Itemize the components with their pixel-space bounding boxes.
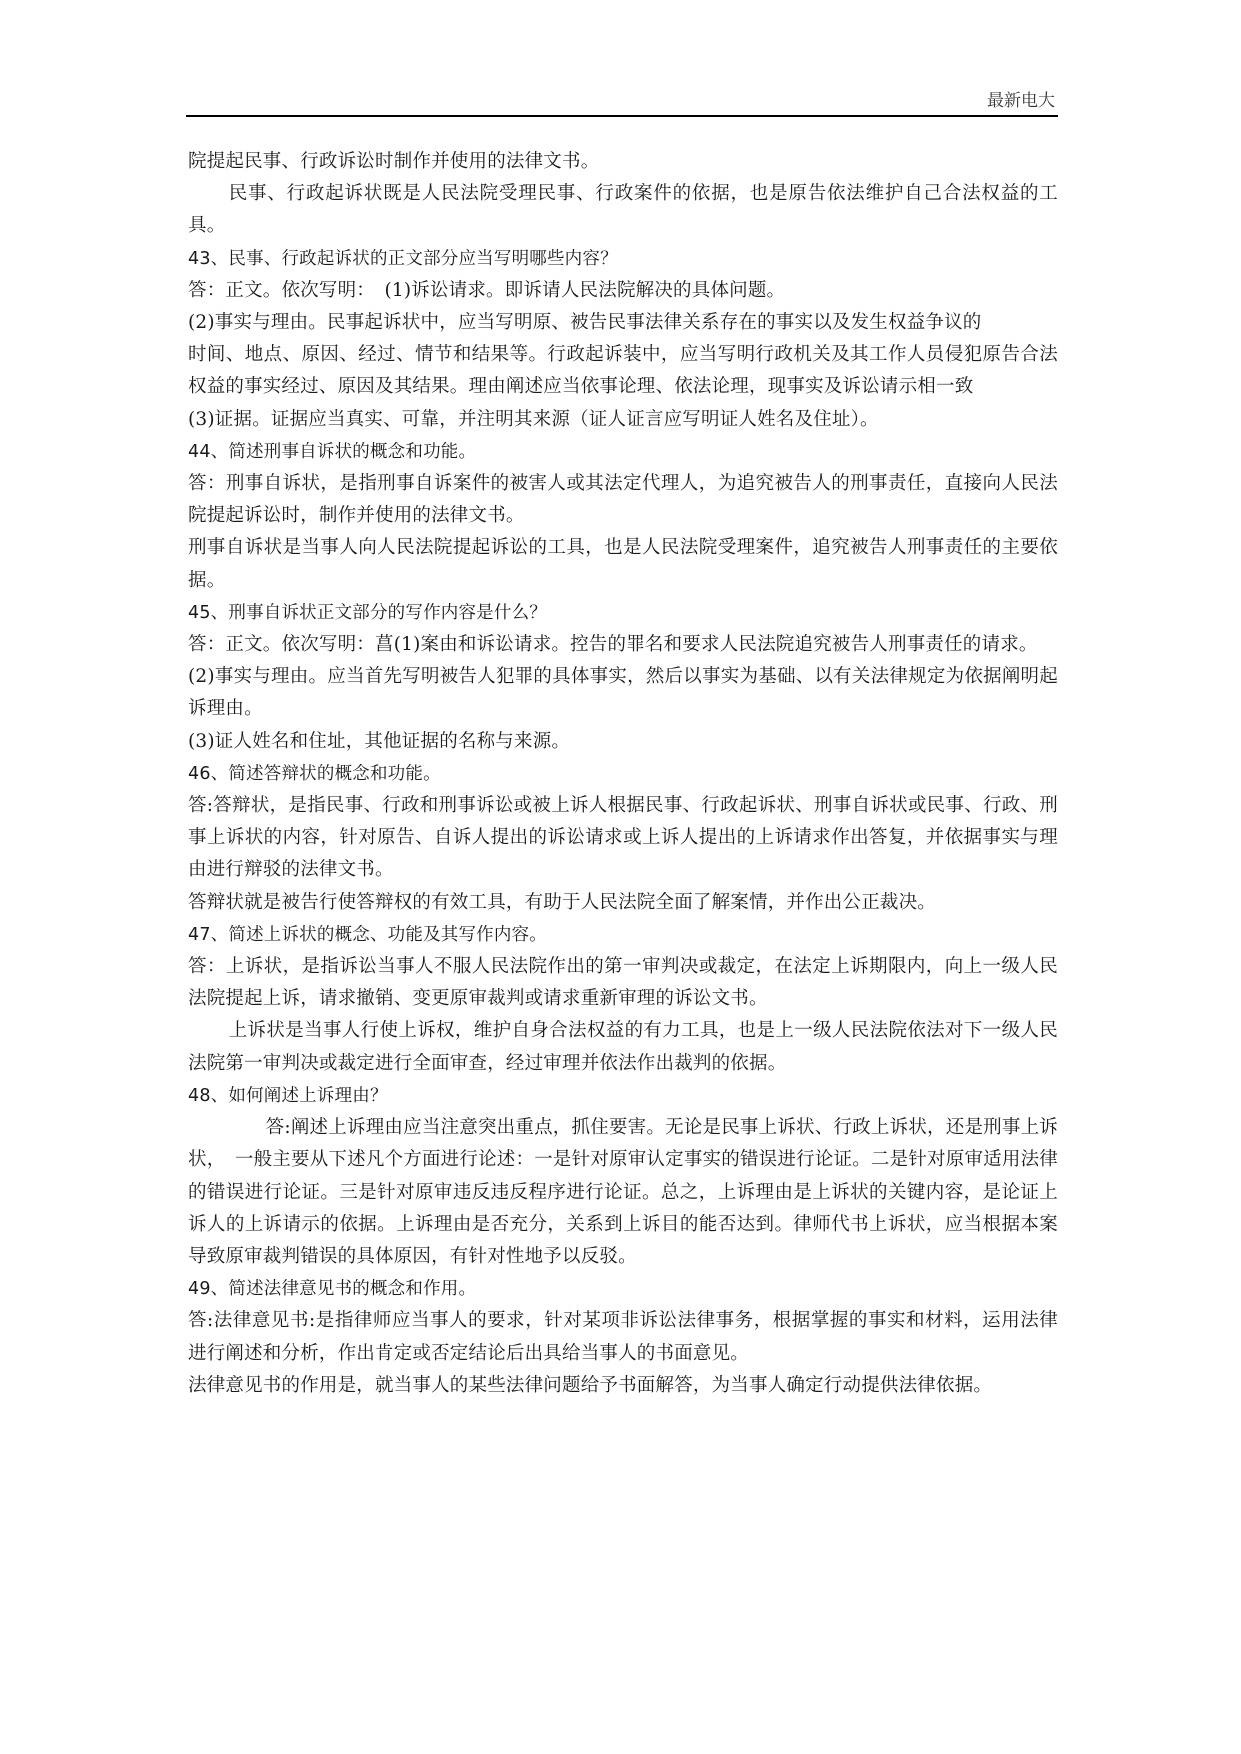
- paragraph: (2)事实与理由。民事起诉状中，应当写明原、被告民事法律关系存在的事实以及发生权益争议的: [188, 312, 982, 334]
- answer-paragraph: 答：刑事自诉状，是指刑事自诉案件的被害人或其法定代理人，为追究被告人的刑事责任，直接向人民法院提起诉讼时，制作并使用的法律文书。: [188, 473, 1058, 527]
- question-heading: 46、简述答辩状的概念和功能。: [188, 763, 441, 784]
- paragraph: 院提起民事、行政诉讼时制作并使用的法律文书。: [188, 151, 600, 172]
- paragraph: 时间、地点、原因、经过、情节和结果等。行政起诉装中，应当写明行政机关及其工作人员侵犯原告合法权益的事实经过、原因及其结果。理由阐述应当依事论理、依法论理，现事实及诉讼请示相一致: [188, 344, 1058, 398]
- question-heading: 49、简述法律意见书的概念和作用。: [188, 1279, 477, 1300]
- paragraph: (3)证据。证据应当真实、可靠，并注明其来源（证人证言应写明证人姓名及住址）。: [188, 408, 879, 430]
- paragraph: 答辩状就是被告行使答辩权的有效工具，有助于人民法院全面了解案情，并作出公正裁决。: [188, 891, 937, 913]
- paragraph: 刑事自诉状是当事人向人民法院提起诉讼的工具，也是人民法院受理案件，追究被告人刑事责任的主要依据。: [188, 537, 1058, 591]
- answer-paragraph: 答：正文。依次写明： (1)诉讼请求。即诉请人民法院解决的具体问题。: [188, 279, 786, 301]
- paragraph: 民事、行政起诉状既是人民法院受理民事、行政案件的依据，也是原告依法维护自己合法权益的工具。: [188, 183, 1058, 237]
- paragraph: (3)证人姓名和住址，其他证据的名称与来源。: [188, 730, 571, 752]
- answer-paragraph: 答:答辩状，是指民事、行政和刑事诉讼或被上诉人根据民事、行政起诉状、刑事自诉状或民事、行政、刑事上诉状的内容，针对原告、自诉人提出的诉讼请求或上诉人提出的上诉请求作出答复，并依据事实与理由进行辩驳的法律文书。: [188, 795, 1058, 881]
- answer-paragraph: 答：正文。依次写明：菖(1)案由和诉讼请求。控告的罪名和要求人民法院追究被告人刑事责任的请求。: [188, 634, 1038, 656]
- document-body: [188, 146, 1058, 1402]
- answer-paragraph: 答:阐述上诉理由应当注意突出重点，抓住要害。无论是民事上诉状、行政上诉状，还是刑事上诉状， 一般主要从下述凡个方面进行论述：一是针对原审认定事实的错误进行论证。二是针对原审适用法律的错误进行论证。三是针对原审违反违反程序进行论证。总之，上诉理由是上诉状的关键内容，是论证上诉人的上诉请示的依据。上诉理由是否充分，关系到上诉目的能否达到。律师代书上诉状，应当根据本案导致原审裁判错误的具体原因，有针对性地予以反驳。: [188, 1117, 1058, 1267]
- question-heading: 48、如何阐述上诉理由？: [188, 1085, 388, 1106]
- header-title: 最新电大: [987, 91, 1055, 111]
- question-heading: 43、民事、行政起诉状的正文部分应当写明哪些内容？: [188, 248, 618, 269]
- paragraph: 上诉状是当事人行使上诉权，维护自身合法权益的有力工具，也是上一级人民法院依法对下一级人民法院第一审判决或裁定进行全面审查，经过审理并依法作出裁判的依据。: [188, 1020, 1058, 1074]
- paragraph: 法律意见书的作用是，就当事人的某些法律问题给予书面解答，为当事人确定行动提供法律依据。: [188, 1374, 993, 1396]
- question-heading: 45、刑事自诉状正文部分的写作内容是什么？: [188, 602, 547, 623]
- answer-paragraph: 答：上诉状，是指诉讼当事人不服人民法院作出的第一审判决或裁定，在法定上诉期限内，向上一级人民法院提起上诉，请求撤销、变更原审裁判或请求重新审理的诉讼文书。: [188, 956, 1058, 1010]
- answer-paragraph: 答:法律意见书:是指律师应当事人的要求，针对某项非诉讼法律事务，根据掌握的事实和材料，运用法律进行阐述和分析，作出肯定或否定结论后出具给当事人的书面意见。: [188, 1310, 1058, 1364]
- paragraph: (2)事实与理由。应当首先写明被告人犯罪的具体事实，然后以事实为基础、以有关法律规定为依据阐明起诉理由。: [188, 666, 1058, 720]
- question-heading: 44、简述刑事自诉状的概念和功能。: [188, 441, 477, 462]
- header-divider: [186, 115, 1058, 117]
- question-heading: 47、简述上诉状的概念、功能及其写作内容。: [188, 924, 547, 945]
- page-header: [186, 86, 1058, 114]
